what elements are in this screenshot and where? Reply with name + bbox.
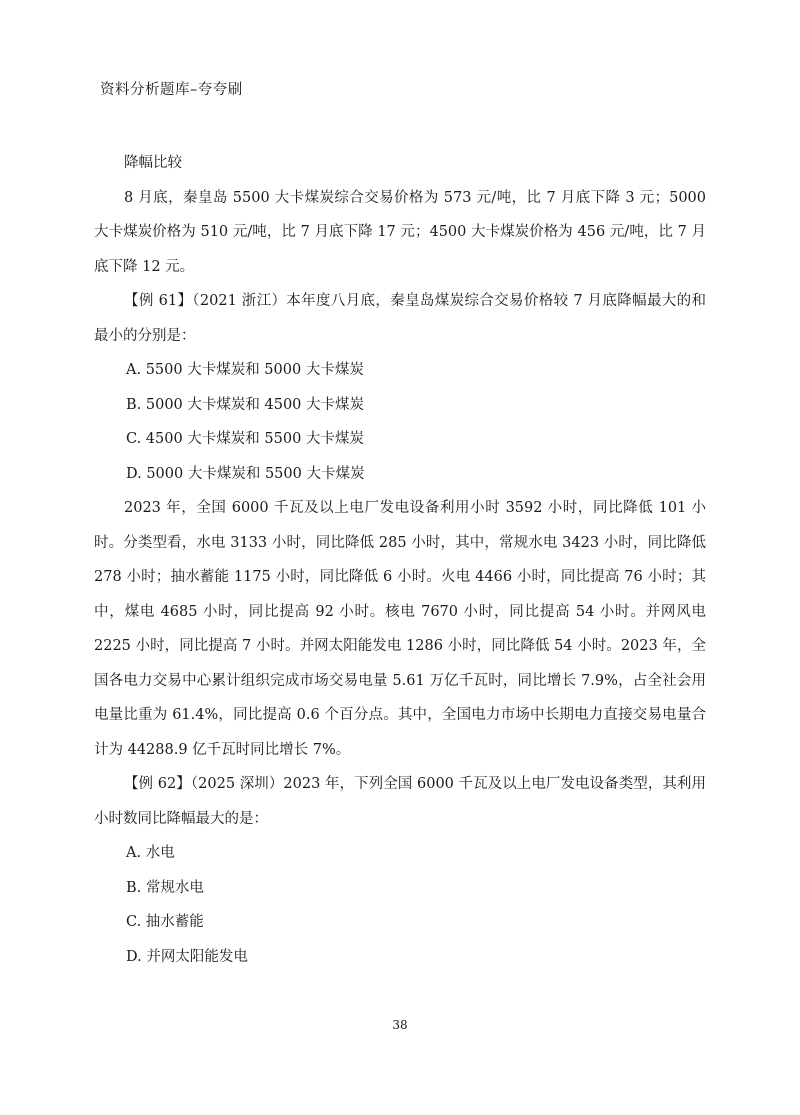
example-61-option-c: C. 4500 大卡煤炭和 5500 大卡煤炭 [126,431,364,447]
material-paragraph-2: 2023 年，全国 6000 千瓦及以上电厂发电设备利用小时 3592 小时，同比降低 101 小时。分类型看，水电 3133 小时，同比降低 285 小时，其中，常规水电 3423 小时，同比降低 278 小时；抽水蓄能 1175 小时，同比降低 6 小时。火电 4466 小时，同比提高 76 小时；其中，煤电 4685 小时，同比提高 92 小时。核电 7670 小时，同比提高 54 小时。并网风电 2225 小时，同比提高 7 小时。并网太阳能发电 1286 小时，同比降低 54 小时。2023 年，全国各电力交易中心累计组织完成市场交易电量 5.61 万亿千瓦时，同比增长 7.9%，占全社会用电量比重为 61.4%，同比提高 0.6 个百分点。其中，全国电力市场中长期电力直接交易电量合计为 44288.9 亿千瓦时同比增长 7%。 [94,500,706,758]
example-62-option-d: D. 并网太阳能发电 [126,948,248,965]
example-62-option-a: A. 水电 [126,845,175,861]
example-61-question: 【例 61】（2021 浙江）本年度八月底，秦皇岛煤炭综合交易价格较 7 月底降幅最大的和最小的分别是： [94,293,706,344]
example-61-option-a: A. 5500 大卡煤炭和 5000 大卡煤炭 [126,362,364,378]
example-62-question: 【例 62】（2025 深圳）2023 年，下列全国 6000 千瓦及以上电厂发电设备类型，其利用小时数同比降幅最大的是： [94,776,706,827]
example-62-option-c: C. 抽水蓄能 [126,914,204,930]
material-paragraph: 8 月底，秦皇岛 5500 大卡煤炭综合交易价格为 573 元/吨，比 7 月底下降 3 元；5000 大卡煤炭价格为 510 元/吨，比 7 月底下降 17 元；4500 大卡煤炭价格为 456 元/吨，比 7 月底下降 12 元。 [94,189,706,275]
example-61-option-d: D. 5000 大卡煤炭和 5500 大卡煤炭 [126,465,365,482]
section-title: 降幅比较 [124,155,182,171]
example-61-option-b: B. 5000 大卡煤炭和 4500 大卡煤炭 [126,396,365,413]
page-header: 资料分析题库–夸夸刷 [100,82,243,98]
page-content [94,146,706,974]
page-number: 38 [392,1018,408,1032]
example-62-option-b: B. 常规水电 [126,879,204,896]
